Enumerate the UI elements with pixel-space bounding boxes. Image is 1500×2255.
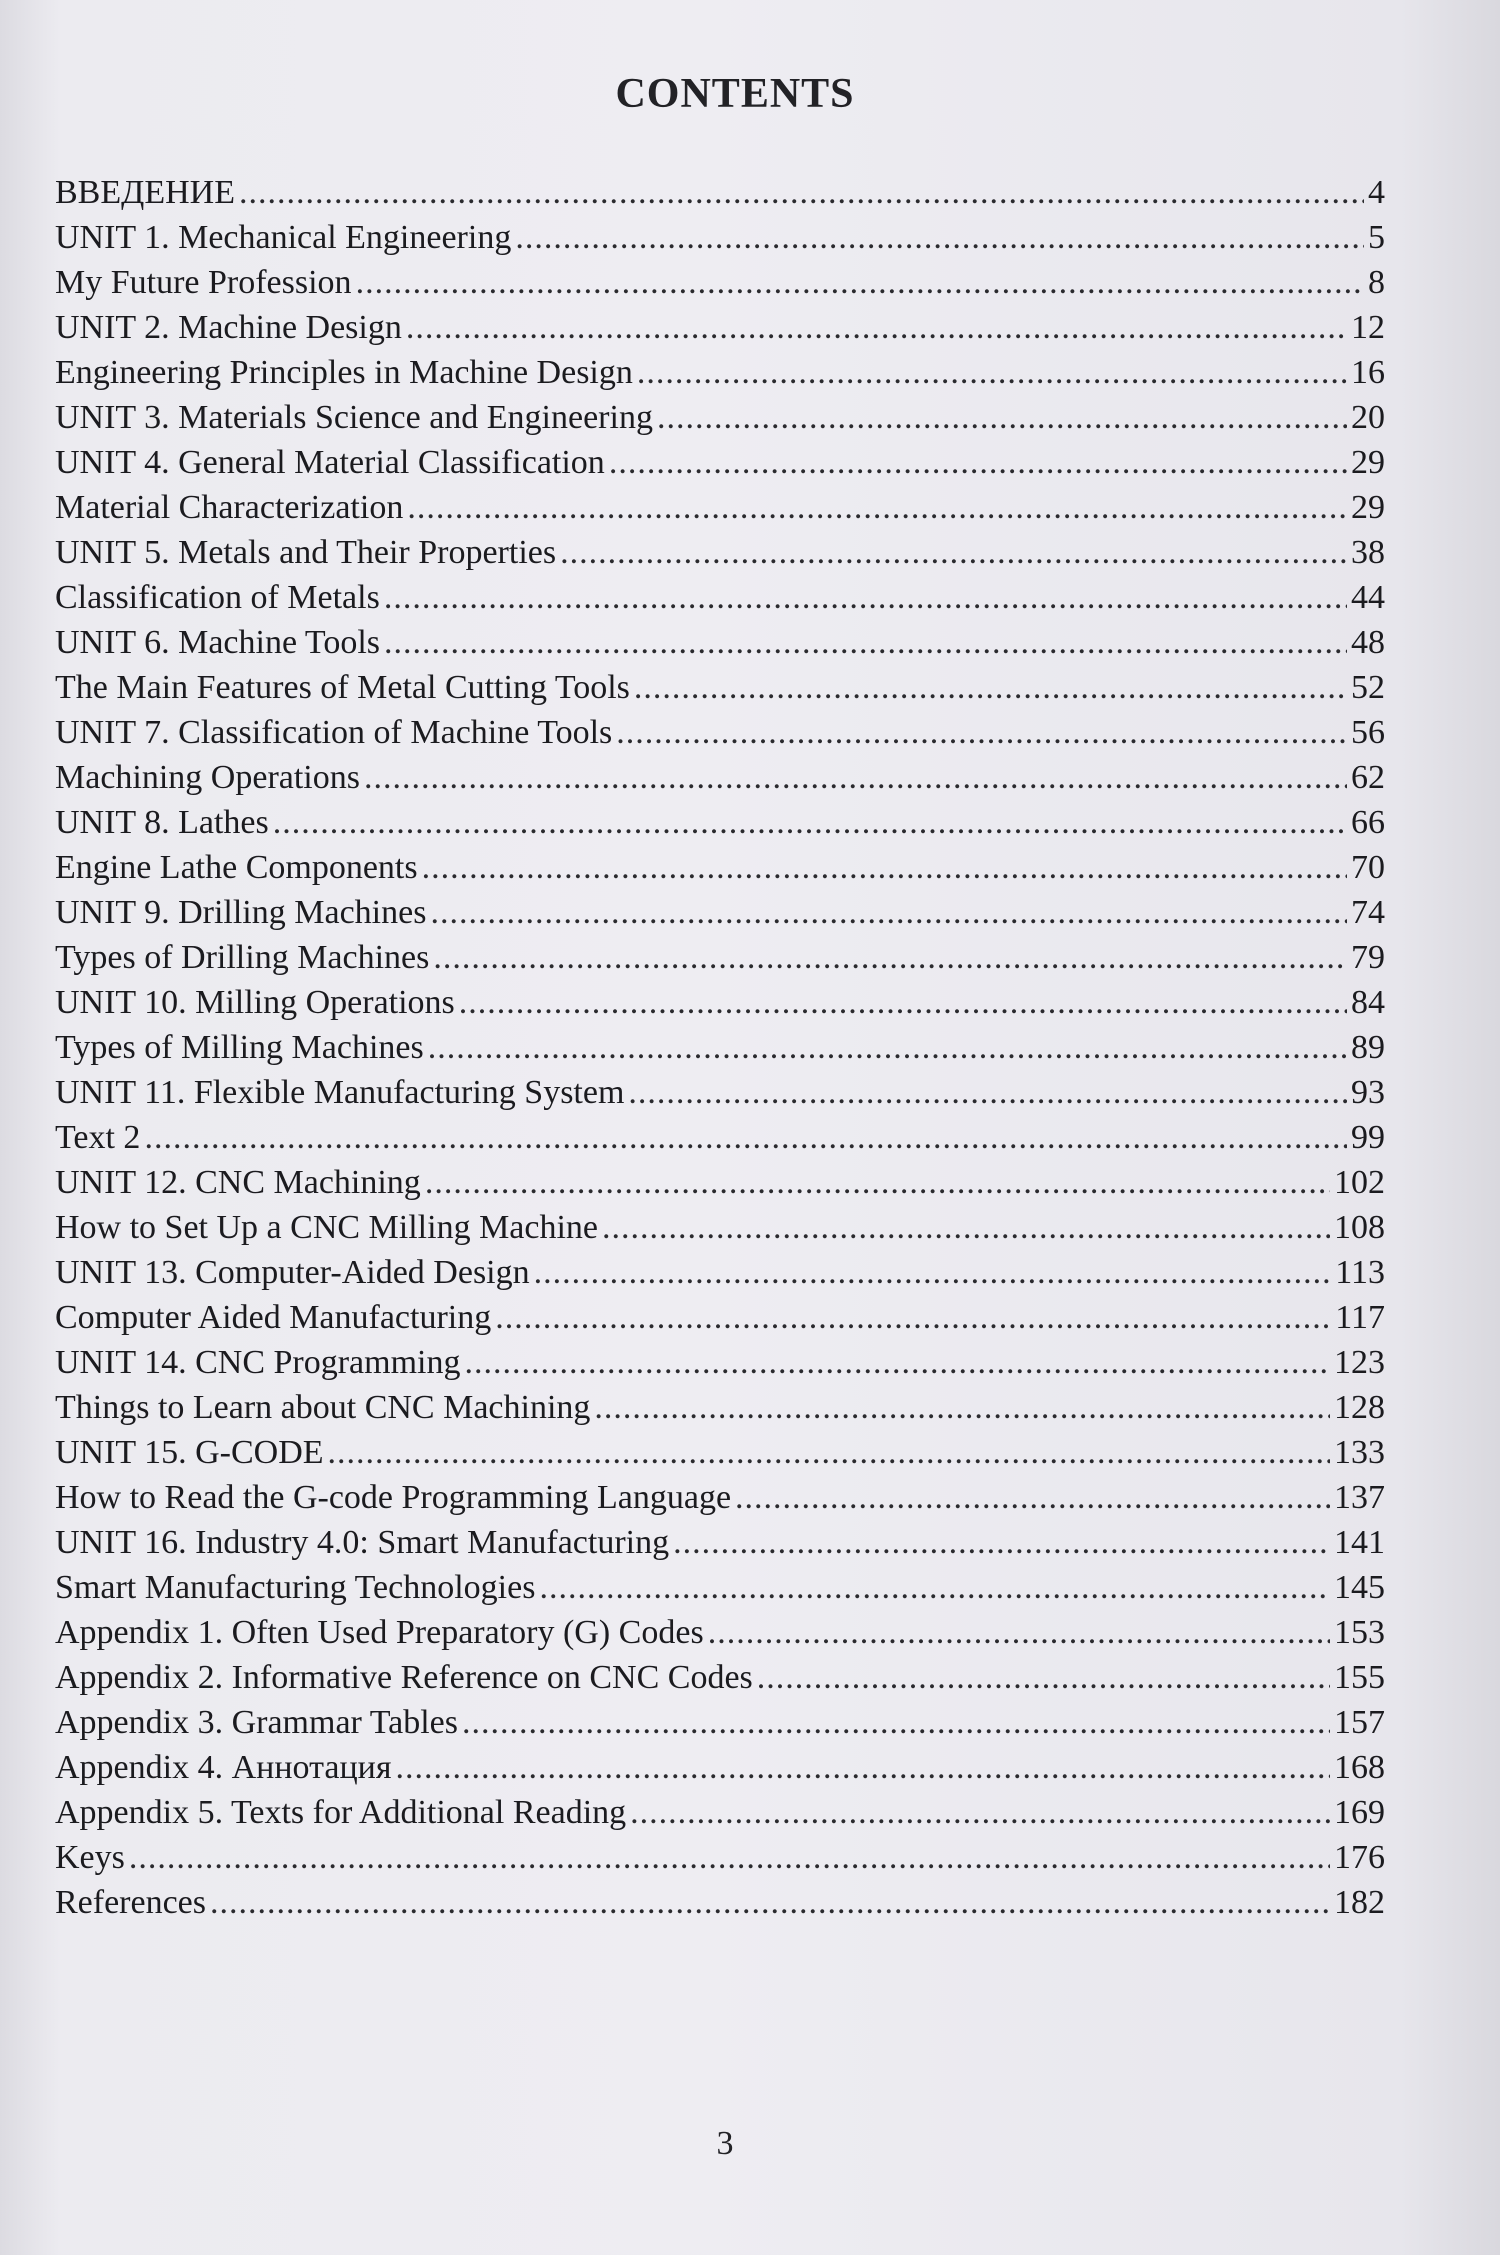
toc-dot-leader [395, 1745, 1330, 1790]
toc-entry-page: 108 [1334, 1209, 1385, 1246]
toc-entry [55, 1610, 1385, 1655]
toc-entry-page: 145 [1334, 1569, 1385, 1606]
toc-dot-leader [616, 710, 1347, 755]
toc-entry [55, 395, 1385, 440]
toc-entry-title: Engineering Principles in Machine Design [55, 354, 633, 391]
toc-entry-page: 29 [1351, 444, 1385, 481]
toc-entry [55, 305, 1385, 350]
toc-dot-leader [637, 350, 1347, 395]
toc-dot-leader [422, 845, 1347, 890]
toc-entry-title: UNIT 9. Drilling Machines [55, 894, 427, 931]
toc-entry-page: 99 [1351, 1119, 1385, 1156]
toc-entry-title: UNIT 8. Lathes [55, 804, 269, 841]
toc-entry-title: Material Characterization [55, 489, 404, 526]
toc-entry [55, 1520, 1385, 1565]
toc-entry-page: 117 [1335, 1299, 1385, 1336]
toc-entry-title: Appendix 1. Often Used Preparatory (G) Codes [55, 1614, 704, 1651]
toc-entry-page: 12 [1351, 309, 1385, 346]
toc-entry [55, 1115, 1385, 1160]
toc-entry-title: Appendix 4. Аннотация [55, 1749, 392, 1786]
toc-entry [55, 485, 1385, 530]
toc-entry-page: 66 [1351, 804, 1385, 841]
toc-entry-page: 153 [1334, 1614, 1385, 1651]
toc-entry [55, 1880, 1385, 1925]
toc-entry-title: Text 2 [55, 1119, 141, 1156]
toc-dot-leader [433, 935, 1347, 980]
toc-entry-title: Things to Learn about CNC Machining [55, 1389, 591, 1426]
toc-entry-page: 133 [1334, 1434, 1385, 1471]
toc-dot-leader [534, 1250, 1332, 1295]
toc-dot-leader [273, 800, 1347, 845]
toc-entry-page: 44 [1351, 579, 1385, 616]
toc-entry-title: ВВЕДЕНИЕ [55, 174, 235, 211]
toc-entry [55, 1835, 1385, 1880]
toc-entry [55, 350, 1385, 395]
toc-dot-leader [495, 1295, 1331, 1340]
toc-entry-page: 79 [1351, 939, 1385, 976]
toc-entry [55, 1745, 1385, 1790]
toc-dot-leader [757, 1655, 1330, 1700]
toc-entry-title: Appendix 5. Texts for Additional Reading [55, 1794, 627, 1831]
toc-entry-title: UNIT 2. Machine Design [55, 309, 402, 346]
toc-entry [55, 170, 1385, 215]
toc-entry-page: 52 [1351, 669, 1385, 706]
toc-dot-leader [673, 1520, 1330, 1565]
toc-entry-page: 182 [1334, 1884, 1385, 1921]
toc-entry-title: UNIT 6. Machine Tools [55, 624, 380, 661]
toc-entry-page: 84 [1351, 984, 1385, 1021]
toc-entry-title: UNIT 16. Industry 4.0: Smart Manufacturing [55, 1524, 670, 1561]
toc-entry [55, 260, 1385, 305]
toc-dot-leader [657, 395, 1347, 440]
toc-entry-title: Types of Drilling Machines [55, 939, 430, 976]
toc-dot-leader [328, 1430, 1330, 1475]
toc-entry-page: 4 [1368, 174, 1385, 211]
toc-dot-leader [594, 1385, 1330, 1430]
toc-entry-page: 102 [1334, 1164, 1385, 1201]
toc-entry-title: Engine Lathe Components [55, 849, 418, 886]
toc-dot-leader [464, 1340, 1330, 1385]
toc-entry [55, 440, 1385, 485]
toc-entry [55, 1205, 1385, 1250]
toc-entry [55, 1475, 1385, 1520]
toc-entry-title: UNIT 3. Materials Science and Engineering [55, 399, 653, 436]
toc-entry-title: UNIT 7. Classification of Machine Tools [55, 714, 613, 751]
toc-entry-title: UNIT 14. CNC Programming [55, 1344, 461, 1381]
toc-dot-leader [602, 1205, 1330, 1250]
toc-entry-title: My Future Profession [55, 264, 352, 301]
toc-entry-page: 93 [1351, 1074, 1385, 1111]
toc-entry-page: 20 [1351, 399, 1385, 436]
toc-entry-page: 141 [1334, 1524, 1385, 1561]
toc-entry-page: 123 [1334, 1344, 1385, 1381]
toc-entry-page: 74 [1351, 894, 1385, 931]
toc-dot-leader [407, 485, 1347, 530]
toc-entry-page: 157 [1334, 1704, 1385, 1741]
toc-entry-page: 128 [1334, 1389, 1385, 1426]
toc-dot-leader [210, 1880, 1330, 1925]
toc-entry [55, 1430, 1385, 1475]
toc-dot-leader [356, 260, 1364, 305]
toc-dot-leader [539, 1565, 1330, 1610]
toc-entry [55, 710, 1385, 755]
toc-entry [55, 755, 1385, 800]
toc-dot-leader [462, 1700, 1330, 1745]
toc-dot-leader [364, 755, 1347, 800]
toc-entry [55, 530, 1385, 575]
toc-dot-leader [459, 980, 1347, 1025]
toc-dot-leader [515, 215, 1364, 260]
toc-entry [55, 1070, 1385, 1115]
contents-title: CONTENTS [615, 71, 855, 117]
toc-entry-page: 113 [1335, 1254, 1385, 1291]
toc-entry-page: 48 [1351, 624, 1385, 661]
toc-entry [55, 935, 1385, 980]
toc-dot-leader [630, 1790, 1330, 1835]
toc-entry-page: 176 [1334, 1839, 1385, 1876]
toc-entry-title: UNIT 4. General Material Classification [55, 444, 605, 481]
toc-entry-title: How to Set Up a CNC Milling Machine [55, 1209, 599, 1246]
toc-entry-title: Computer Aided Manufacturing [55, 1299, 492, 1336]
toc-entry-title: References [55, 1884, 207, 1921]
toc-dot-leader [384, 620, 1347, 665]
page-number: 3 [716, 2125, 734, 2162]
toc-entry [55, 620, 1385, 665]
toc-entry-page: 29 [1351, 489, 1385, 526]
toc-dot-leader [628, 1070, 1347, 1115]
toc-entry-page: 137 [1334, 1479, 1385, 1516]
toc-entry [55, 1790, 1385, 1835]
toc-entry-title: Appendix 2. Informative Reference on CNC Codes [55, 1659, 753, 1696]
toc-entry-title: Types of Milling Machines [55, 1029, 424, 1066]
toc-dot-leader [430, 890, 1347, 935]
toc-dot-leader [239, 170, 1364, 215]
toc-entry-page: 56 [1351, 714, 1385, 751]
toc-entry-title: Smart Manufacturing Technologies [55, 1569, 536, 1606]
toc-dot-leader [129, 1835, 1330, 1880]
toc-dot-leader [708, 1610, 1330, 1655]
toc-entry-title: UNIT 15. G-CODE [55, 1434, 324, 1471]
toc-entry-title: How to Read the G-code Programming Language [55, 1479, 732, 1516]
toc-entry-page: 169 [1334, 1794, 1385, 1831]
toc-entry-title: UNIT 11. Flexible Manufacturing System [55, 1074, 625, 1111]
toc-entry [55, 1700, 1385, 1745]
toc-entry-title: UNIT 12. CNC Machining [55, 1164, 421, 1201]
toc-entry-page: 62 [1351, 759, 1385, 796]
table-of-contents [55, 170, 1385, 1925]
toc-entry-title: UNIT 13. Computer-Aided Design [55, 1254, 530, 1291]
toc-dot-leader [735, 1475, 1330, 1520]
toc-entry [55, 1025, 1385, 1070]
toc-entry-title: The Main Features of Metal Cutting Tools [55, 669, 630, 706]
toc-entry-title: UNIT 10. Milling Operations [55, 984, 455, 1021]
toc-entry-title: Classification of Metals [55, 579, 380, 616]
toc-entry-page: 5 [1368, 219, 1385, 256]
toc-entry-page: 8 [1368, 264, 1385, 301]
toc-entry [55, 665, 1385, 710]
toc-entry [55, 1160, 1385, 1205]
toc-dot-leader [634, 665, 1347, 710]
toc-dot-leader [425, 1160, 1330, 1205]
toc-entry-page: 89 [1351, 1029, 1385, 1066]
toc-dot-leader [609, 440, 1347, 485]
toc-entry [55, 215, 1385, 260]
toc-dot-leader [144, 1115, 1347, 1160]
toc-entry-page: 38 [1351, 534, 1385, 571]
toc-entry-title: UNIT 1. Mechanical Engineering [55, 219, 512, 256]
toc-entry-page: 168 [1334, 1749, 1385, 1786]
toc-entry [55, 1340, 1385, 1385]
toc-entry [55, 1385, 1385, 1430]
toc-dot-leader [428, 1025, 1347, 1070]
toc-entry [55, 800, 1385, 845]
toc-entry-title: Machining Operations [55, 759, 360, 796]
toc-entry [55, 1295, 1385, 1340]
toc-entry [55, 890, 1385, 935]
toc-entry-title: Appendix 3. Grammar Tables [55, 1704, 459, 1741]
toc-entry [55, 845, 1385, 890]
toc-entry [55, 575, 1385, 620]
toc-entry-title: Keys [55, 1839, 125, 1876]
toc-entry-page: 70 [1351, 849, 1385, 886]
toc-entry [55, 1655, 1385, 1700]
toc-entry-page: 16 [1351, 354, 1385, 391]
toc-entry [55, 1565, 1385, 1610]
toc-dot-leader [384, 575, 1347, 620]
toc-entry-title: UNIT 5. Metals and Their Properties [55, 534, 557, 571]
toc-dot-leader [560, 530, 1347, 575]
toc-entry [55, 980, 1385, 1025]
toc-entry-page: 155 [1334, 1659, 1385, 1696]
toc-dot-leader [406, 305, 1347, 350]
toc-entry [55, 1250, 1385, 1295]
